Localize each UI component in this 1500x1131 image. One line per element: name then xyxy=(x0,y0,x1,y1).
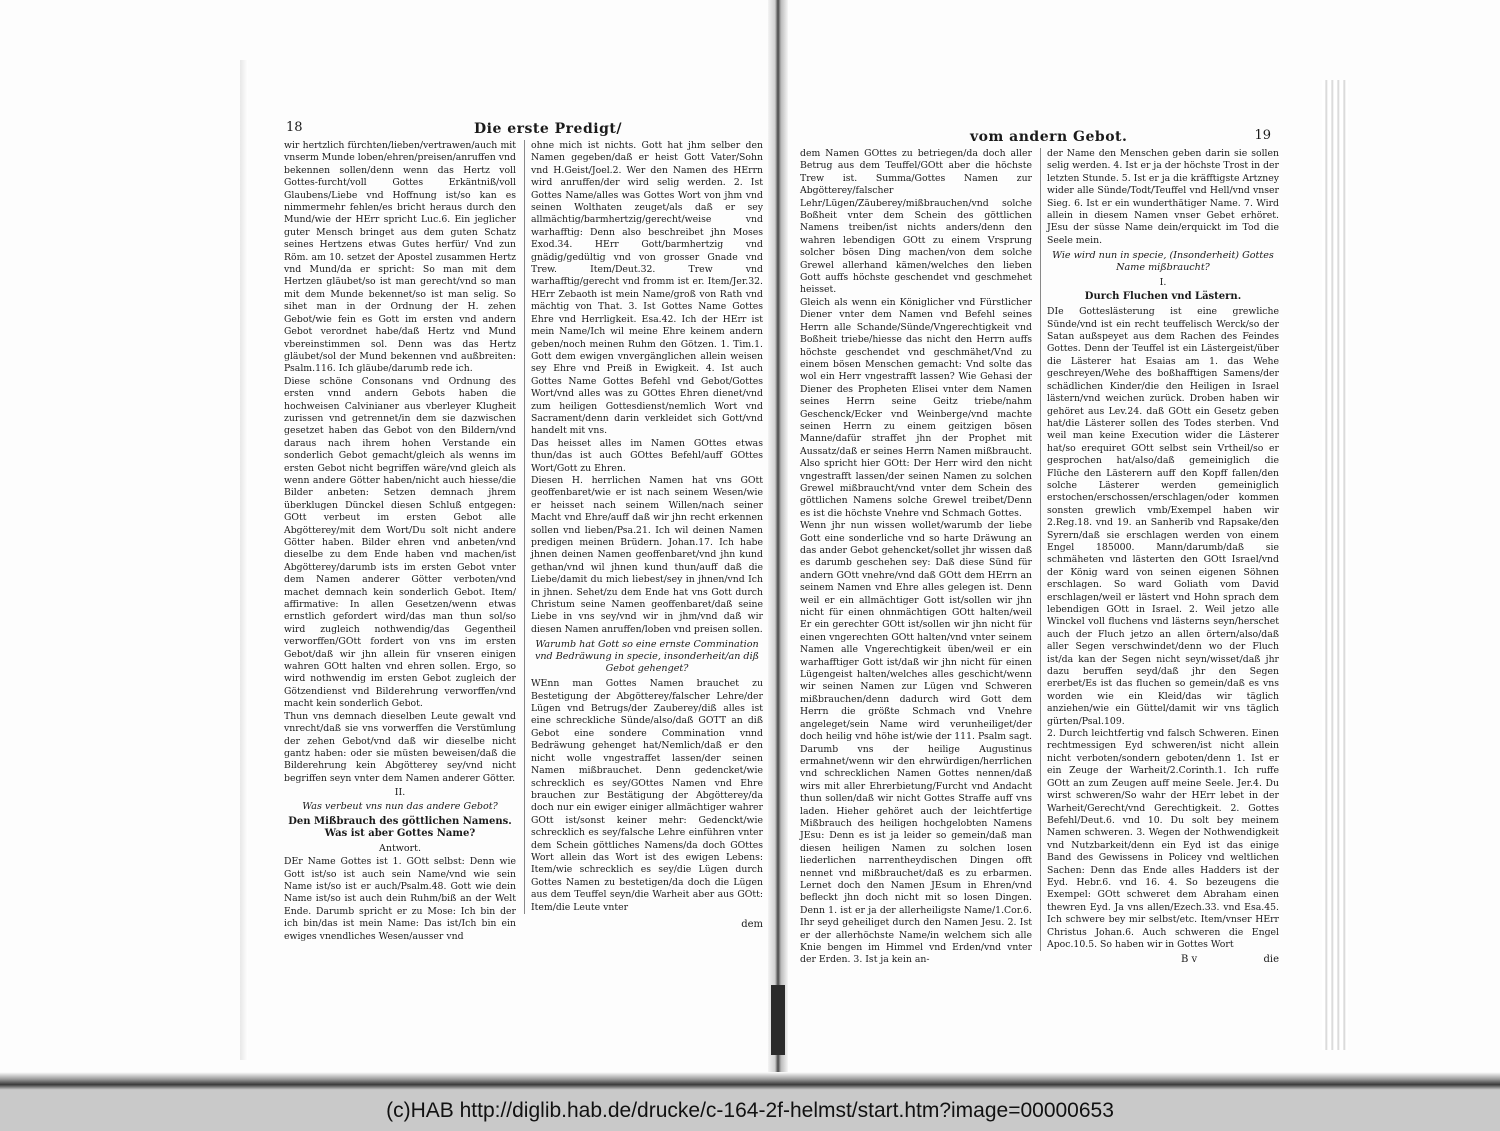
scan-bottom-shadow xyxy=(0,1072,1500,1090)
left-page-columns xyxy=(284,140,767,942)
text-paragraph: wir hertzlich fürchten/lieben/vertrawen/auch mit vnserm Munde loben/ehren/preisen/anruffen vnd bekennen sollen/denn wenn das Hertz voll Gottes-furcht/voll Gottes Erkäntniß/voll Glaubens/Liebe vnd Hoffnung ist/so kan es nimmermehr fehlen/es bricht heraus durch den Mund/wie der HErr spricht Luc.6. Ein jeglicher guter Mensch bringet aus dem guten Schatz seines Hertzens etwas Gutes herfür/ Vnd zun Röm. am 10. setzet der Apostel zusammen Hertz vnd Mund/da er spricht: So man mit dem Hertzen gläubet/so ist man gerecht/vnd so man mit dem Munde bekennet/so ist man selig. So sihet man in der Ordnung der H. zehen Gebot/wie fein es Gott im ersten vnd andern Gebot verordnet habe/daß Hertz vnd Mund vbereinstimmen sol. Denn was das Hertz gläubet/sol der Mund bekennen vnd außbreiten: Psalm.116. Ich gläube/darumb rede ich. xyxy=(284,140,516,375)
question-heading: Wie wird nun in specie, (Insonderheit) Gottes Name mißbraucht? xyxy=(1052,250,1274,274)
text-paragraph: DIe Gotteslästerung ist eine grewliche Sünde/vnd ist ein recht teuffelisch Werck/so der Satan außspeyet aus dem Rachen des Feindes Gottes. Denn der Teuffel ist ein Lästergeist/über die Lästerer hat Esaias am 1. das Wehe geschreyen/Wehe des boßhafftigen Samens/der schädlichen Kinder/die den Heiligen in Israel lästern/vnd weichen zurück. Droben haben wir gehöret aus Lev.24. daß GOtt ein Gesetz geben hat/die Lästerer sollen des Todes sterben. Vnd weil man keine Execution wider die Lästerer hat/so erequiret GOtt selbst sein Vrtheil/so er gesprochen hat/also/daß gemeiniglich die Flüche den Lästerern auff den Kopff fallen/den solche Lästerer werden gemeiniglich erstochen/erschossen/erschlagen/oder kommen sonsten grewlich vmb/Exempel haben wir 2.Reg.18. vnd 19. an Sanherib vnd Rapsake/den Syrern/daß sie erschlagen werden von einem Engel 185000. Mann/darumb/daß sie schmäheten vnd lästerten den GOtt Israel/vnd der König ward von seinen eigenen Söhnen erschlagen. So ward Goliath vom David erschlagen/weil er lästert vnd Hohn sprach dem lebendigen GOtt in Israel. 2. Weil jetzo alle Winckel voll fluchens vnd lästerns seyn/herschet auch der Fluch jetzo an allen örtern/also/daß aller Segen verschwindet/denn wo der Fluch ist/da kan der Segen nicht seyn/wisset/daß jhr dazu beruffen seyd/daß jhr den Segen ererbet/Es ist das fluchen so gemein/daß es vns worden wie ein Kleid/das wir täglich anziehen/wie ein Güttel/damit wir vns täglich gürten/Psal.109. xyxy=(1047,306,1279,727)
text-paragraph: dem Namen GOttes zu betriegen/da doch aller Betrug aus dem Teuffel/GOtt aber die höchste Trew ist. Summa/Gottes Namen zur Abgötterey/falscher Lehr/Lügen/Zäuberey/mißbrauchen/vnd solche Boßheit vnter dem Schein des göttlichen Namens treiben/ist nichts anders/denn den wahren lebendigen GOtt zu einem Vrsprung solcher bösen Ding machen/von dem solche Grewel allerhand kämen/welches den lieben Gott auffs höchste geschendet vnd geschmehet heisset. xyxy=(800,148,1032,296)
copyright-footer xyxy=(0,1090,1500,1131)
right-page-header xyxy=(800,128,1283,148)
catchword: die xyxy=(1263,954,1279,966)
book-gutter xyxy=(768,0,788,1090)
text-paragraph: Thun vns demnach dieselben Leute gewalt vnd vnrecht/daß sie vns vorwerffen die Verstümlung der zehen Gebot/vnd daß wir dieselbe nicht gantz haben: oder sie müsten beweisen/daß die Bilderehrung kein Abgötterey sey/vnd nicht begriffen seyn vnter dem Namen anderer Götter. xyxy=(284,710,516,784)
section-numeral: II. xyxy=(394,787,406,799)
section-numeral: I. xyxy=(1159,277,1167,289)
footer-url-text: (c)HAB http://diglib.hab.de/drucke/c-164-2f-helmst/start.htm?image=00000653 xyxy=(386,1098,1114,1122)
right-column-1 xyxy=(800,148,1032,967)
left-page-header xyxy=(284,120,767,140)
text-paragraph: DEr Name Gottes ist 1. GOtt selbst: Denn wie Gott ist/so ist auch sein Name/vnd wie sein Name ist/so ist er auch/Psalm.48. Gott wie dein Name ist/so ist auch dein Ruhm/biß an der Welt Ende. Darumb spricht er zu Mose: Ich bin der ich bin/das ist mein Name: Das ist/Ich bin ein ewiges vnendliches Wesen/ausser vnd xyxy=(284,856,516,942)
right-column-2 xyxy=(1040,148,1279,966)
page-edge-shadow xyxy=(240,60,248,1060)
right-page xyxy=(800,128,1283,966)
text-paragraph: der Name den Menschen geben darin sie sollen selig werden. 4. Ist er ja der höchste Trost in der letzten Stunde. 5. Ist er ja die kräfftigste Artzney wider alle Sünde/Todt/Teuffel vnd Hell/vnd vnser Sieg. 6. Ist er ein wunderthätiger Name. 7. Wird allein in diesem Namen vnser Gebet erhöret. JEsu der süsse Name dein/erquickt im Tod die Seele mein. xyxy=(1047,148,1279,246)
page-number: 18 xyxy=(286,120,303,135)
text-paragraph: Das heisset alles im Namen GOttes etwas thun/das ist auch GOttes Befehl/auff GOttes Wort/Gott zu Ehren. xyxy=(531,437,763,474)
section-heading: Den Mißbrauch des göttlichen Namens. Was ist aber Gottes Name? xyxy=(288,816,512,840)
question-heading: Warumb hat Gott so eine ernste Commination vnd Bedräwung in specie, insonderheit/an diß Gebot gehenget? xyxy=(534,639,760,675)
answer-label: Antwort. xyxy=(378,843,422,855)
text-paragraph: Diesen H. herrlichen Namen hat vns GOtt geoffenbaret/wie er ist nach seinem Wesen/wie er heisset nach seinem Willen/nach seiner Macht vnd Ehre/auff daß wir jhn recht erkennen sollen vnd lieben/Psa.21. Ich wil deinen Namen predigen meinen Brüdern. Johan.17. Ich habe jhnen deinen Namen geoffenbaret/vnd jhn kund gethan/vnd wil jhnen kund thun/auff daß die Liebe/damit du mich liebest/sey in jhnen/vnd Ich in jhnen. Sehet/zu dem Ende hat vns Gott durch Christum seine Namen geoffenbaret/daß seine Liebe in vns sey/vnd wir in jhm/vnd daß wir diesen Namen anruffen/loben vnd preisen sollen. xyxy=(531,474,763,635)
section-heading: Durch Fluchen vnd Lästern. xyxy=(1084,291,1242,303)
running-title: Die erste Predigt/ xyxy=(474,121,622,137)
left-page xyxy=(284,120,767,942)
left-column-2 xyxy=(524,140,763,930)
signature-mark: B v xyxy=(1181,954,1198,966)
text-paragraph: Gleich als wenn ein Königlicher vnd Fürstlicher Diener vnter dem Namen vnd Befehl seines Herrn alle Schande/Sünde/Vngerechtigkeit vnd Boßheit triebe/hiesse das nicht den Herrn auffs höchste geschendet vnd geschmähet/Vnd zu einem bösen Menschen gemacht: Vnd solte das wol ein Herr vngestrafft lassen? Wie Gehasi der Diener des Propheten Elisei vnter dem Namen seines Herrn seine Geitz triebe/nahm Geschenck/Ecker vnd Weinberge/vnd machte seinen Herrn zu einem geitzigen bösen Manne/dafür straffet jhn der Prophet mit Aussatz/daß er seines Herrn Namen mißbraucht. Also spricht hier GOtt: Der Herr wird den nicht vngestrafft lassen/der seinen Namen zu solchen Grewel mißbraucht/vnd vnter dem Schein des göttlichen Namens solche Grewel treibet/Denn es ist die höchste Vnehre vnd Schmach Gottes. xyxy=(800,296,1032,519)
running-title: vom andern Gebot. xyxy=(970,129,1128,145)
gutter-binding-band xyxy=(771,985,785,1055)
question-line: Was verbeut vns nun das andere Gebot? xyxy=(302,801,498,813)
page-number: 19 xyxy=(1254,128,1271,143)
text-paragraph: Diese schöne Consonans vnd Ordnung des ersten vnnd andern Gebots haben die hochweisen Calvinianer aus vberleyer Klugheit zurissen vnd getrennet/in dem sie dazwischen gesetzet haben das Gebot von den Bildern/vnd daraus nach ihrem hohen Verstande ein sonderlich Gebot gemacht/gleich als wenns im ersten Gebot nicht begriffen wäre/vnd gleich als wenn andere Götter haben/nicht auch hiesse/die Bilder anbeten: Setzen demnach jhrem überklugen Dünckel diesen Schluß entgegen: GOtt verbeut im ersten Gebot alle Abgötterey/mit dem Wort/Du solt nicht andere Götter haben. Bilder ehren vnd anbeten/vnd dieselbe zu dem Ende haben vnd machen/ist Abgötterey/darumb ists im ersten Gebot vnter dem Namen anderer Götter verboten/vnd machet demnach kein sonderlich Gebot. Item/ affirmative: In allen Gesetzen/wenn etwas ernstlich gefordert wird/das man thun sol/so wird zugleich nothwendig/das Gegentheil verworffen/GOtt fordert von vns im ersten Gebot/daß wir jhn allein für vnseren einigen wahren GOtt halten vnd ehren sollen. Ergo, so wird nothwendig im ersten Gebot zugleich der Götzendienst vnd Bilderehrung verworffen/vnd macht kein sonderlich Gebot. xyxy=(284,375,516,710)
text-paragraph: ohne mich ist nichts. Gott hat jhm selber den Namen gegeben/daß er heist Gott Vater/Sohn vnd H.Geist/Joel.2. Wer den Namen des HErrn wird anruffen/der wird selig werden. 2. Ist Gottes Name/alles was Gottes Wort von jhm vnd seinen Wolthaten zeuget/als daß er sey allmächtig/barmhertzig/gerecht/weise vnd warhafftig: Denn also beschreibet jhn Moses Exod.34. HErr Gott/barmhertzig vnd gnädig/gedültig vnd von grosser Gnade vnd Trew. Item/Deut.32. Trew vnd warhafftig/gerecht vnd fromm ist er. Item/Jer.32. HErr Zebaoth ist mein Name/groß von Rath vnd mächtig von That. 3. Ist Gottes Name Gottes Ehre vnd Herrligkeit. Esa.42. Ich der HErr ist mein Name/Ich wil meine Ehre keinem andern geben/noch meinen Ruhm den Götzen. 1. Tim.1. Gott dem ewigen vnvergänglichen allein weisen sey Ehre vnd Preiß in Ewigkeit. 4. Ist auch Gottes Name Gottes Befehl vnd Gebot/Gottes Wort/vnd alles was zu GOttes Ehren dienet/vnd zum heiligen Gottesdienst/nemlich Wort vnd Sacrament/denn darin verkleidet sich Gott/vnd handelt mit vns. xyxy=(531,140,763,437)
catchword: dem xyxy=(741,918,763,930)
text-paragraph: 2. Durch leichtfertig vnd falsch Schweren. Einen rechtmessigen Eyd schweren/ist nicht allein nicht verboten/sondern geboten/denn 1. Ist er ein Zeuge der Warheit/2.Corinth.1. Ich ruffe GOtt an zum Zeugen auff meine Seele. Jer.4. Du wirst schweren/So wahr der HErr lebet in der Warheit/Gerecht/vnd Gerechtigkeit. 2. Gottes Befehl/Deut.6. vnd 10. Du solt bey meinem Namen schweren. 3. Wegen der Nothwendigkeit vnd Nutzbarkeit/denn ein Eyd ist das einige Band des Gewissens in Policey vnd weltlichen Sachen: Denn das Ende alles Hadders ist der Eyd. Hebr.6. vnd 16. 4. So bezeugens die Exempel: GOtt schweret dem Abraham einen thewren Eyd. Ja vns allen/Ezech.33. vnd Esa.45. Ich schwere bey mir selbst/etc. Item/vnser HErr Christus Johan.6. Auch schweren die Engel Apoc.10.5. So haben wir in Gottes Wort xyxy=(1047,728,1279,950)
text-paragraph: Wenn jhr nun wissen wollet/warumb der liebe Gott eine sonderliche vnd so harte Dräwung an das ander Gebot gehencket/sollet jhr wissen daß es darumb geschehen sey: Daß diese Sünd für andern GOtt vnehre/vnd daß GOtt dem HErrn an seinem Namen vnd Ehre alles gelegen ist. Denn weil er ein allmächtiger Gott ist/sollen wir jhn nicht für einen ohnmächtigen GOtt halten/weil Er ein gerechter GOtt ist/sollen wir jhn nicht für einen vngerechten GOtt halten/vnd vnter seinem Namen alle Vngerechtigkeit üben/weil er ein warhafftiger Gott ist/daß wir jhn nicht für einen Lügengeist halten/welches alles geschicht/wenn wir seinen Namen zur Lügen vnd Schweren mißbrauchen/denn dadurch wird Gott dem Herrn die größte Schmach vnd Vnehre angeleget/sein Name wird verunheiliget/der doch heilig vnd höhe ist/wie der 111. Psalm sagt. Darumb vns der heilige Augustinus ermahnet/wenn wir den ehrwürdigen/herrlichen vnd schrecklichen Namen Gottes nennen/daß wirs mit aller Ehrerbietung/Furcht vnd Andacht thun sollen/daß wir nicht Gottes Straffe auff vns laden. Hieher gehöret auch der leichtfertige Mißbrauch des heiligen hochgelobten Namens JEsu: Denn es ist ja leider so gemein/daß man diesen heiligen Namen zu solchen losen liederlichen narrentheydischen Dingen offt nennet vnd mißbrauchet/daß es zu erbarmen. Lernet doch den Namen JEsum in Ehren/vnd befleckt jhn doch nicht mit so losen Dingen. Denn 1. ist er ja der allerheiligste Name/1.Cor.6. Ihr seyd geheiliget durch den Namen Jesu. 2. Ist er der allerhöchste Name/in welchem sich alle Knie bengen im Himmel vnd Erden/vnd vnter der Erden. 3. Ist ja kein an- xyxy=(800,520,1032,966)
page-stack-edge xyxy=(1322,80,1348,1050)
left-column-1 xyxy=(284,140,516,943)
text-paragraph: WEnn man Gottes Namen brauchet zu Bestetigung der Abgötterey/falscher Lehre/der Lügen vnd Betrugs/der Zauberey/diß alles ist eine schreckliche Sünde/also/daß GOTT an diß Gebot eine sondere Commination vnnd Bedräwung gehenget hat/Nemlich/daß er den nicht wolle vngestraffet lassen/der seinen Namen mißbrauchet. Denn gedencket/wie schrecklich es sey/GOttes Namen vnd Ehre brauchen zur Bestätigung der Abgötterey/da doch nur ein ewiger einiger allmächtiger wahrer GOtt ist/sonst keiner mehr: Gedenckt/wie schrecklich es sey/falsche Lehre einführen vnter dem Schein göttliches Namens/da doch GOttes Wort allein das Wort ist des ewigen Lebens: Item/wie schrecklich es sey/die Lügen durch Gottes Namen zu bestetigen/da doch die Lügen aus dem Teuffel seyn/die Warheit aber aus GOtt: Item/die Leute vnter xyxy=(531,678,763,913)
right-page-columns xyxy=(800,148,1283,966)
